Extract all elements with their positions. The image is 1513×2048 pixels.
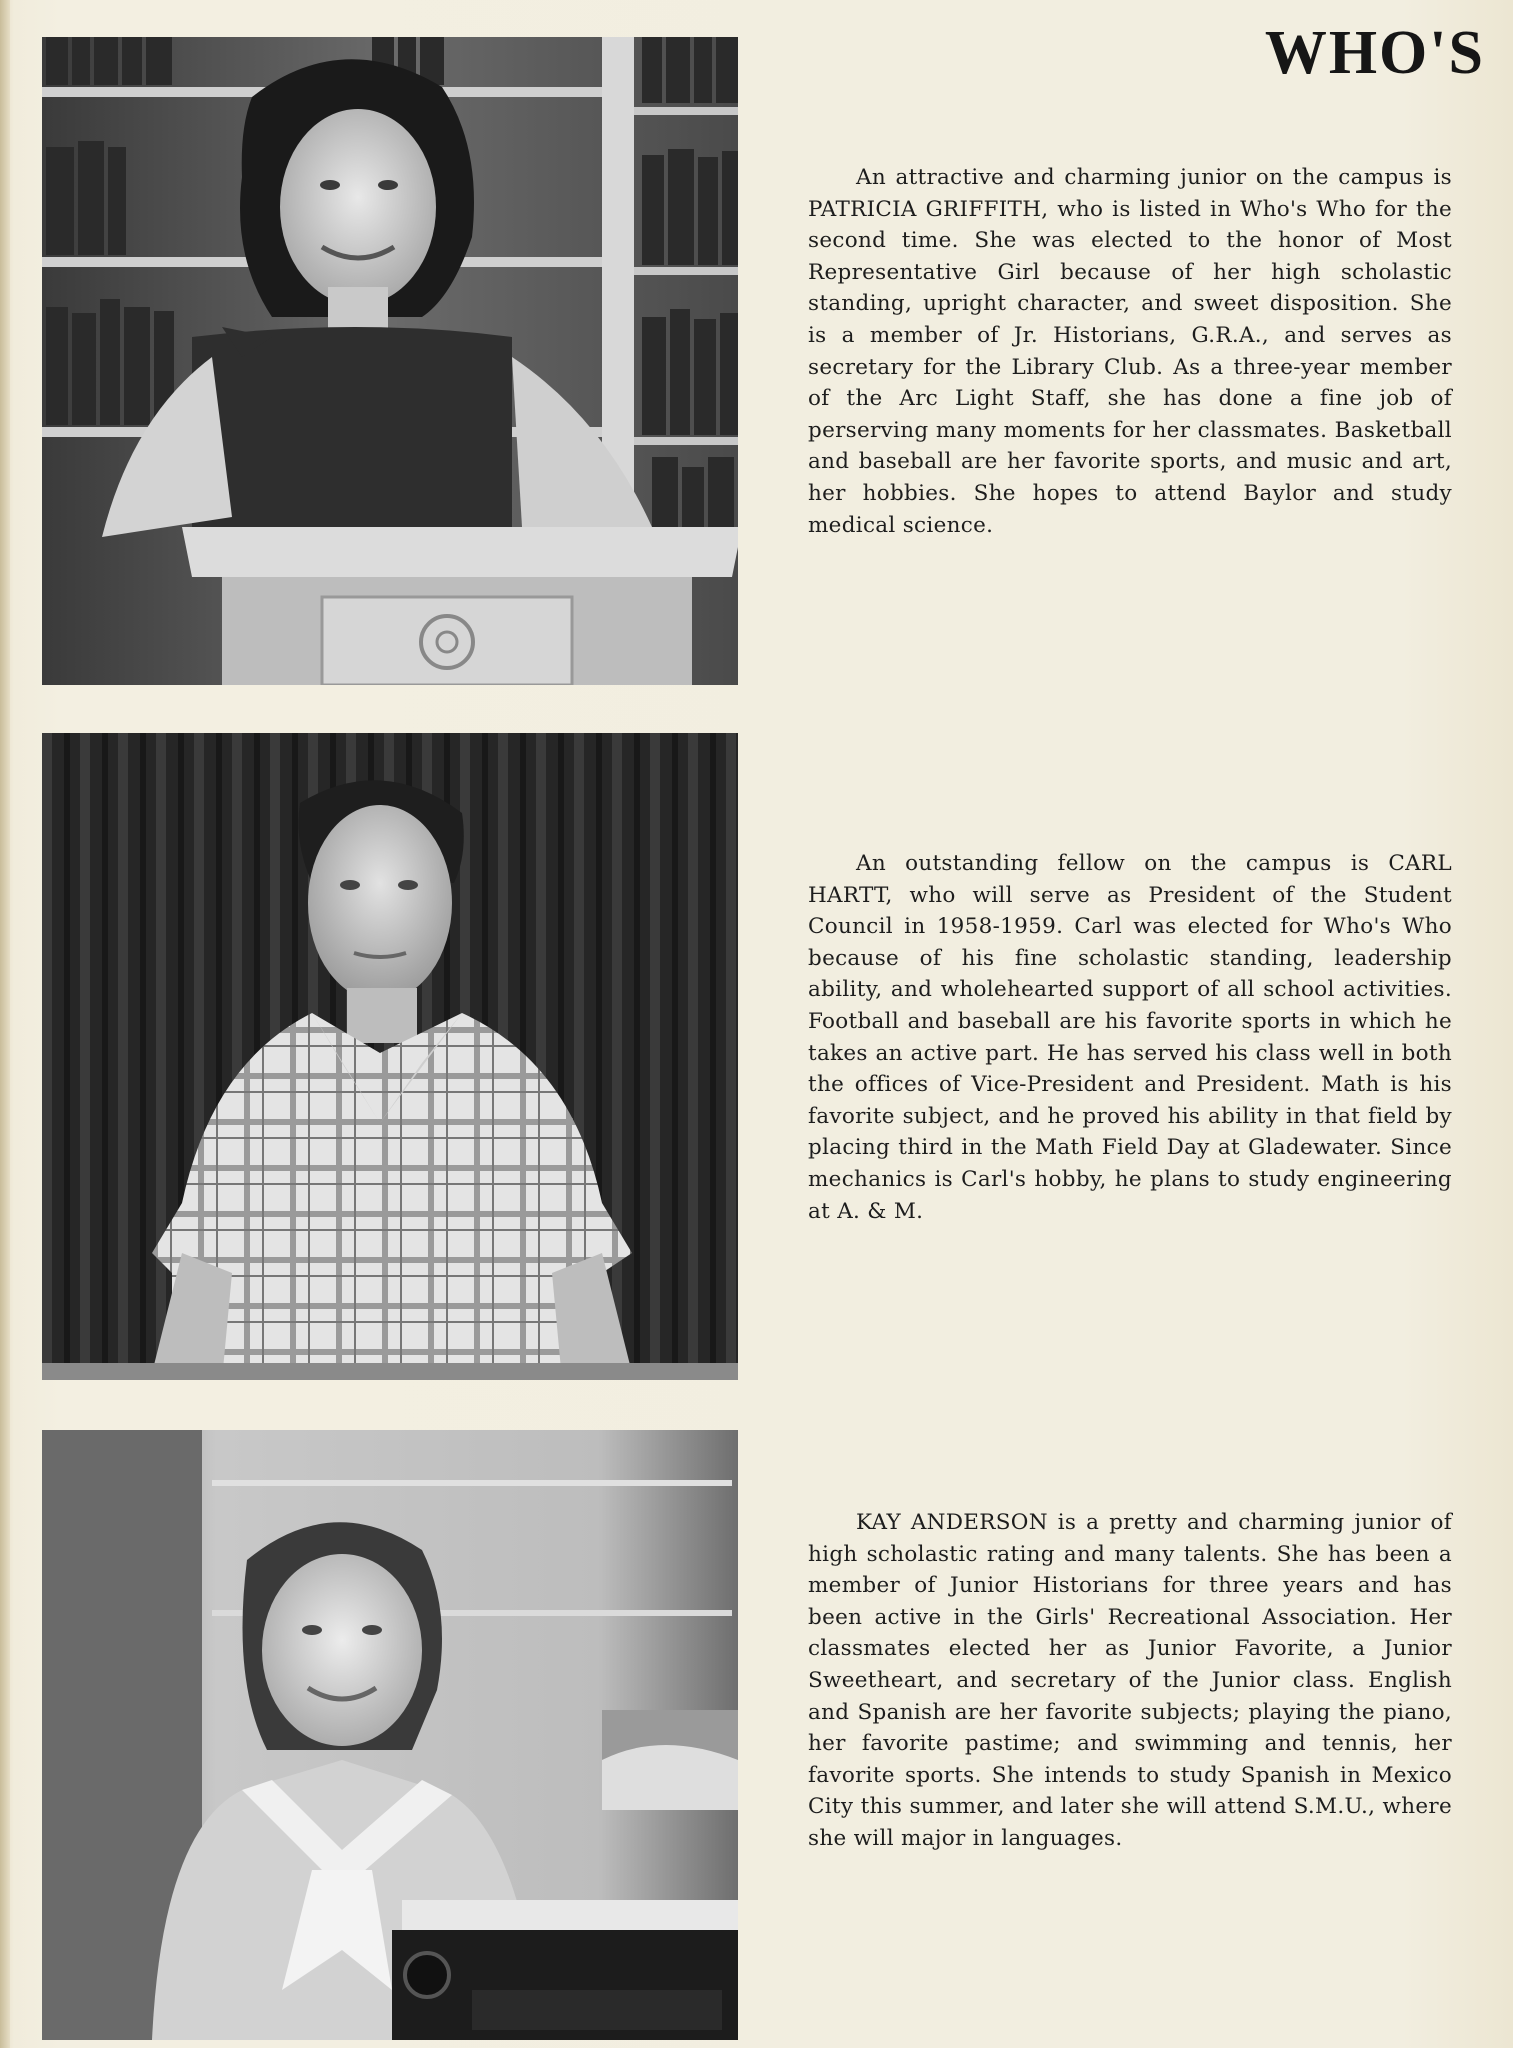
bio-paragraph-patricia-griffith: An attractive and charming junior on the campus is PATRICIA GRIFFITH, who is listed in Who's Who for the second time. She was elected to the honor of Most Representative Girl because of her high scholastic standing, upright character, and sweet disposition. She is a member of Jr. Historians, G.R.A., and serves as secretary for the Library Club. As a three-year member of the Arc Light Staff, she has done a fine job of perserving many moments for her classmates. Basketball and baseball are her favorite sports, and music and art, her hobbies. She hopes to attend Baylor and study medical science. bbox=[808, 165, 1452, 538]
portrait-image bbox=[42, 1430, 738, 2040]
photo-carl-hartt bbox=[42, 733, 738, 1380]
bio-paragraph-kay-anderson: KAY ANDERSON is a pretty and charming junior of high scholastic rating and many talents. She has been a member of Junior Historians for three years and has been active in the Girls' Recreational Association. Her classmates elected her as Junior Favorite, a Junior Sweetheart, and secretary of the Junior class. English and Spanish are her favorite subjects; playing the piano, her favorite pastime; and swimming and tennis, her favorite sports. She intends to study Spanish in Mexico City this summer, and later she will attend S.M.U., where she will major in languages. bbox=[808, 1510, 1452, 1851]
portrait-image bbox=[42, 37, 738, 685]
portrait-image bbox=[42, 733, 738, 1380]
bio-paragraph-carl-hartt: An outstanding fellow on the campus is CARL HARTT, who will serve as President of the Student Council in 1958-1959. Carl was elected for Who's Who because of his fine scholastic standing, leadership ability, and wholehearted support of all school activities. Football and baseball are his favorite sports in which he takes an active part. He has served his class well in both the offices of Vice-President and President. Math is his favorite subject, and he proved his ability in that field by placing third in the Math Field Day at Gladewater. Since mechanics is Carl's hobby, he plans to study engineering at A. & M. bbox=[808, 851, 1452, 1224]
page-heading: WHO'S bbox=[1264, 19, 1485, 87]
binding-edge bbox=[0, 0, 10, 2048]
photo-patricia-griffith bbox=[42, 37, 738, 685]
photo-kay-anderson bbox=[42, 1430, 738, 2040]
